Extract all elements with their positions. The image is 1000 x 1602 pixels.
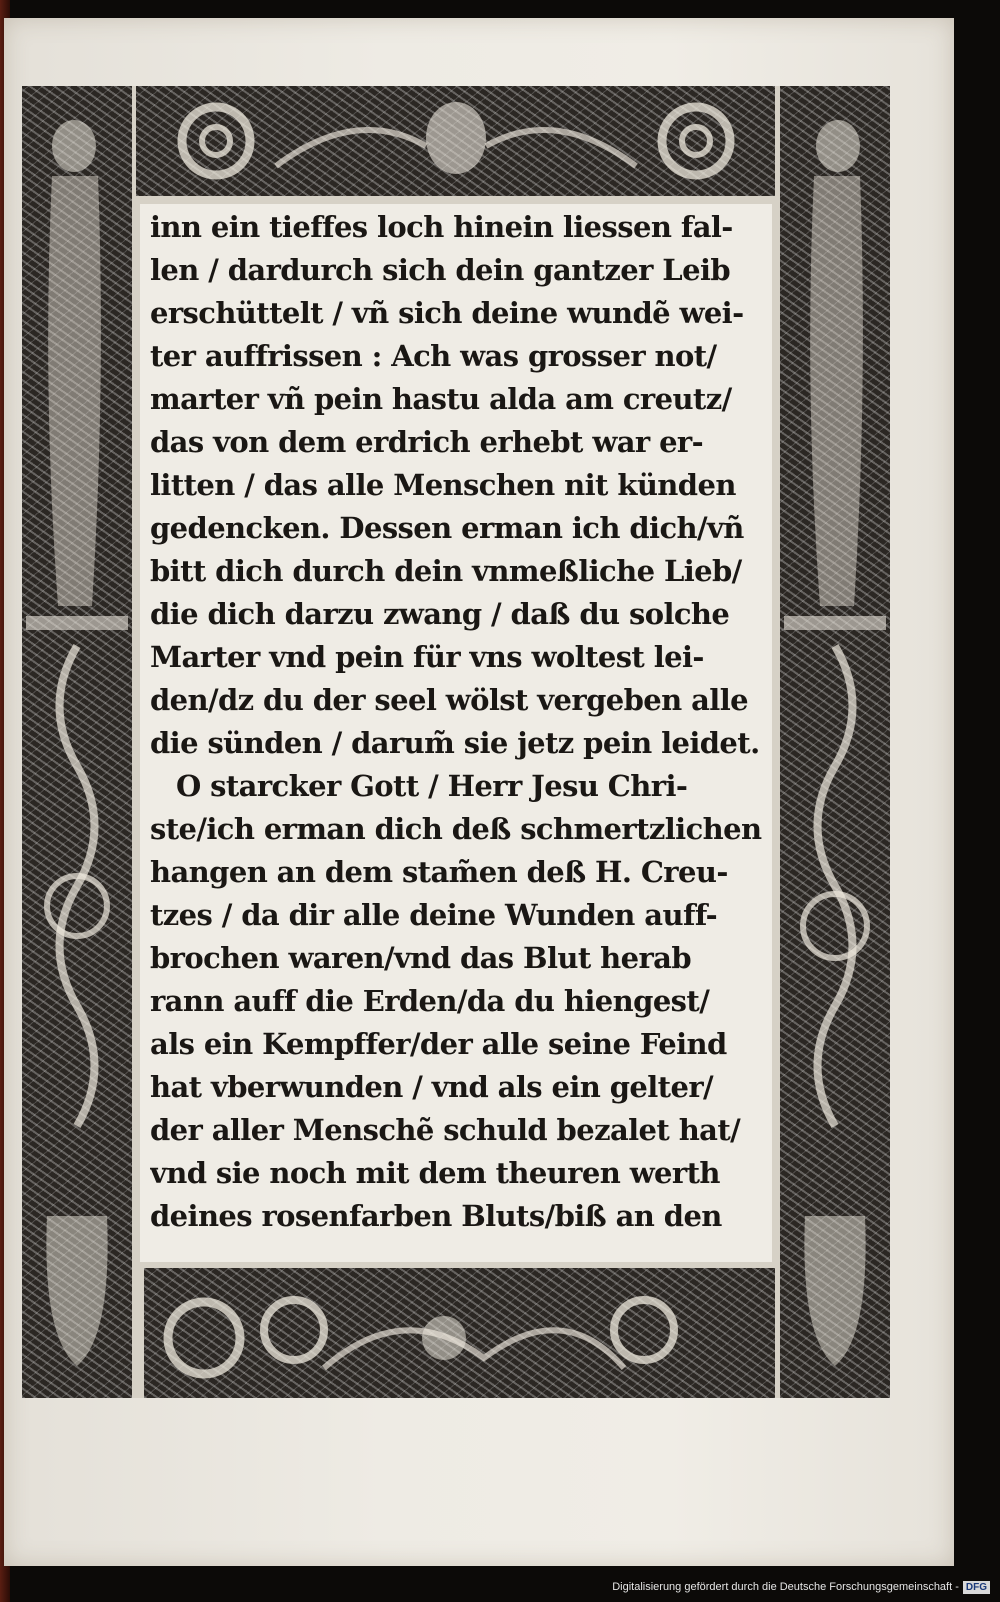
text-line: Marter vnd pein für vns woltest lei- xyxy=(150,640,704,674)
text-line: als ein Kempffer/der alle seine Feind xyxy=(150,1027,727,1061)
text-line: der aller Menschẽ schuld bezalet hat/ xyxy=(150,1113,741,1147)
dfg-logo: DFG xyxy=(963,1581,990,1594)
text-line: bitt dich durch dein vnmeßliche Lieb/ xyxy=(150,554,742,588)
footer-text: Digitalisierung gefördert durch die Deutsche Forschungsgemeinschaft - xyxy=(612,1581,959,1593)
text-line: brochen waren/vnd das Blut herab xyxy=(150,941,692,975)
text-line: len / dardurch sich dein gantzer Leib xyxy=(150,253,731,287)
text-line: deines rosenfarben Bluts/biß an den xyxy=(150,1199,722,1233)
text-line: die sünden / darum̃ sie jetz pein leidet. xyxy=(150,726,760,760)
top-ornament-band xyxy=(136,86,775,196)
text-line: ste/ich erman dich deß schmertzlichen xyxy=(150,812,762,846)
text-line: rann auff die Erden/da du hiengest/ xyxy=(150,984,710,1018)
text-block xyxy=(140,204,772,1262)
text-line: vnd sie noch mit dem theuren werth xyxy=(150,1156,720,1190)
text-line: den/dz du der seel wölst vergeben alle xyxy=(150,683,748,717)
text-line: die dich darzu zwang / daß du solche xyxy=(150,597,730,631)
right-pillar-ornament xyxy=(780,86,890,1398)
text-line: hat vberwunden / vnd als ein gelter/ xyxy=(150,1070,714,1104)
text-line: erschüttelt / vñ sich deine wundẽ wei- xyxy=(150,296,744,330)
text-line: tzes / da dir alle deine Wunden auff- xyxy=(150,898,718,932)
text-line: inn ein tieffes loch hinein liessen fal- xyxy=(150,210,733,244)
text-line: hangen an dem stam̃en deß H. Creu- xyxy=(150,855,728,889)
text-line: ter auffrissen : Ach was grosser not/ xyxy=(150,339,717,373)
text-line: das von dem erdrich erhebt war er- xyxy=(150,425,704,459)
digitization-footer xyxy=(612,1576,990,1598)
text-line: litten / das alle Menschen nit künden xyxy=(150,468,736,502)
left-pillar-ornament xyxy=(22,86,132,1398)
text-line: gedencken. Dessen erman ich dich/vñ xyxy=(150,511,744,545)
text-line: marter vñ pein hastu alda am creutz/ xyxy=(150,382,732,416)
bottom-ornament-band xyxy=(144,1268,775,1398)
paragraph-first-line: O starcker Gott / Herr Jesu Chri- xyxy=(176,769,688,803)
